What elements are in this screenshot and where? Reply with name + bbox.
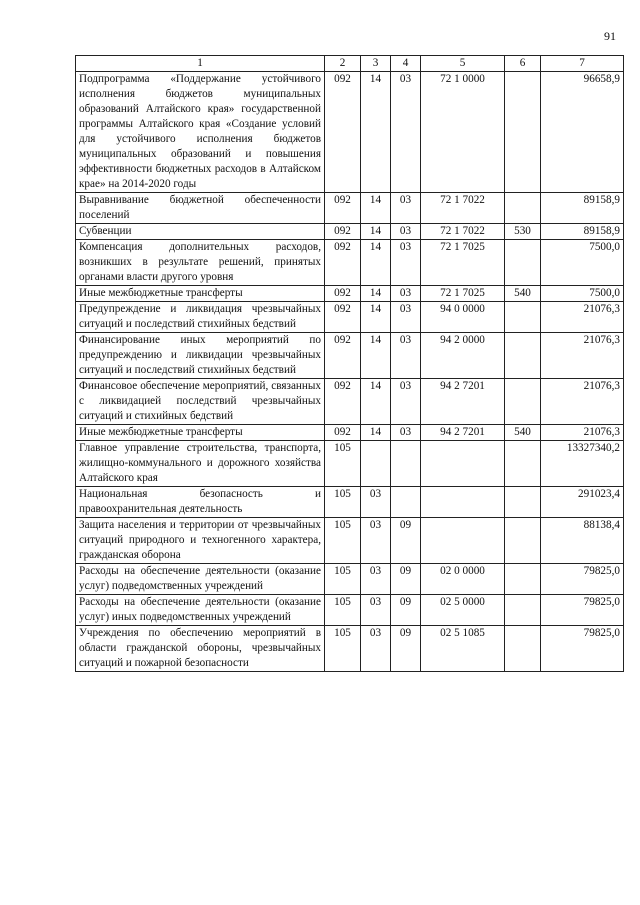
page-number: 91 [604,29,616,43]
row-subsection-cell: 09 [391,564,421,595]
row-target-article-cell: 94 0 0000 [421,302,505,333]
row-code-cell: 092 [325,72,361,193]
row-target-article-cell: 02 5 0000 [421,595,505,626]
row-section-cell: 14 [361,333,391,379]
row-subsection-cell: 03 [391,193,421,224]
row-amount-cell: 13327340,2 [541,441,624,487]
row-subsection-cell: 03 [391,224,421,240]
row-expense-type-cell [505,72,541,193]
row-code-cell: 092 [325,224,361,240]
row-section-cell: 14 [361,193,391,224]
row-expense-type-cell [505,302,541,333]
table-row [76,240,624,286]
row-section-cell: 03 [361,626,391,672]
row-amount-cell: 89158,9 [541,224,624,240]
row-subsection-cell: 09 [391,518,421,564]
row-expense-type-cell [505,379,541,425]
column-header: 7 [541,56,624,72]
row-expense-type-cell: 540 [505,425,541,441]
column-header: 1 [76,56,325,72]
table-row [76,595,624,626]
row-target-article-cell: 02 0 0000 [421,564,505,595]
row-section-cell: 14 [361,72,391,193]
table-row [76,564,624,595]
row-expense-type-cell [505,240,541,286]
row-subsection-cell: 03 [391,72,421,193]
row-amount-cell: 89158,9 [541,193,624,224]
row-expense-type-cell [505,441,541,487]
row-target-article-cell: 02 5 1085 [421,626,505,672]
table-row [76,425,624,441]
row-amount-cell: 21076,3 [541,333,624,379]
row-expense-type-cell: 540 [505,286,541,302]
row-section-cell: 03 [361,564,391,595]
row-subsection-cell: 09 [391,595,421,626]
row-subsection-cell: 03 [391,333,421,379]
table-row [76,193,624,224]
row-name-cell: Финансовое обеспечение мероприятий, связанных с ликвидацией последствий чрезвычайных ситуаций и стихийных бедствий [76,379,325,425]
row-name-cell: Расходы на обеспечение деятельности (оказание услуг) подведомственных учреждений [76,564,325,595]
row-section-cell: 03 [361,487,391,518]
row-amount-cell: 21076,3 [541,302,624,333]
table-row [76,286,624,302]
row-subsection-cell: 03 [391,286,421,302]
row-code-cell: 092 [325,286,361,302]
row-name-cell: Выравнивание бюджетной обеспеченности поселений [76,193,325,224]
table-row [76,72,624,193]
row-code-cell: 105 [325,595,361,626]
row-amount-cell: 79825,0 [541,626,624,672]
row-name-cell: Учреждения по обеспечению мероприятий в области гражданской обороны, чрезвычайных ситуаций и пожарной безопасности [76,626,325,672]
row-target-article-cell: 94 2 7201 [421,425,505,441]
column-header: 2 [325,56,361,72]
row-subsection-cell: 09 [391,626,421,672]
row-name-cell: Компенсация дополнительных расходов, возникших в результате решений, принятых органами власти другого уровня [76,240,325,286]
row-subsection-cell [391,441,421,487]
row-section-cell: 03 [361,595,391,626]
row-section-cell: 03 [361,518,391,564]
row-section-cell: 14 [361,425,391,441]
row-expense-type-cell [505,333,541,379]
row-subsection-cell: 03 [391,379,421,425]
row-code-cell: 092 [325,379,361,425]
table-row [76,518,624,564]
row-target-article-cell: 72 1 7022 [421,193,505,224]
row-section-cell: 14 [361,379,391,425]
row-amount-cell: 7500,0 [541,240,624,286]
row-name-cell: Иные межбюджетные трансферты [76,425,325,441]
row-amount-cell: 21076,3 [541,379,624,425]
table-row [76,302,624,333]
row-code-cell: 092 [325,302,361,333]
row-code-cell: 105 [325,441,361,487]
row-amount-cell: 79825,0 [541,564,624,595]
column-header: 4 [391,56,421,72]
row-expense-type-cell [505,518,541,564]
row-amount-cell: 96658,9 [541,72,624,193]
row-code-cell: 092 [325,193,361,224]
row-code-cell: 105 [325,487,361,518]
row-target-article-cell: 72 1 7025 [421,240,505,286]
row-target-article-cell: 94 2 0000 [421,333,505,379]
row-section-cell: 14 [361,224,391,240]
table-header-row [76,56,624,72]
row-section-cell [361,441,391,487]
row-target-article-cell [421,518,505,564]
row-section-cell: 14 [361,302,391,333]
row-target-article-cell: 94 2 7201 [421,379,505,425]
row-code-cell: 105 [325,518,361,564]
row-amount-cell: 291023,4 [541,487,624,518]
row-expense-type-cell: 530 [505,224,541,240]
row-name-cell: Субвенции [76,224,325,240]
row-code-cell: 092 [325,333,361,379]
row-name-cell: Подпрограмма «Поддержание устойчивого исполнения бюджетов муниципальных образований Алтайского края» государственной программы Алтайского края «Создание условий для устойчивого исполнения бюджетов муниципальных образований и повышения эффективности бюджетных расходов в Алтайском крае» на 2014-2020 годы [76,72,325,193]
row-name-cell: Расходы на обеспечение деятельности (оказание услуг) иных подведомственных учреждений [76,595,325,626]
row-name-cell: Финансирование иных мероприятий по предупреждению и ликвидации чрезвычайных ситуаций и последствий стихийных бедствий [76,333,325,379]
row-code-cell: 092 [325,240,361,286]
row-expense-type-cell [505,487,541,518]
row-code-cell: 105 [325,626,361,672]
row-section-cell: 14 [361,240,391,286]
row-target-article-cell [421,487,505,518]
column-header: 6 [505,56,541,72]
column-header: 3 [361,56,391,72]
row-target-article-cell: 72 1 7022 [421,224,505,240]
row-amount-cell: 88138,4 [541,518,624,564]
row-code-cell: 105 [325,564,361,595]
row-name-cell: Главное управление строительства, транспорта, жилищно-коммунального и дорожного хозяйства Алтайского края [76,441,325,487]
column-header: 5 [421,56,505,72]
row-subsection-cell [391,487,421,518]
row-name-cell: Защита населения и территории от чрезвычайных ситуаций природного и техногенного характера, гражданская оборона [76,518,325,564]
row-amount-cell: 79825,0 [541,595,624,626]
row-subsection-cell: 03 [391,425,421,441]
table-row [76,487,624,518]
row-amount-cell: 7500,0 [541,286,624,302]
table-body [76,72,624,672]
table-row [76,224,624,240]
table-row [76,333,624,379]
row-code-cell: 092 [325,425,361,441]
table-row [76,626,624,672]
row-subsection-cell: 03 [391,240,421,286]
budget-table [75,55,624,672]
row-section-cell: 14 [361,286,391,302]
table-row [76,441,624,487]
row-target-article-cell: 72 1 7025 [421,286,505,302]
row-expense-type-cell [505,564,541,595]
row-name-cell: Предупреждение и ликвидация чрезвычайных ситуаций и последствий стихийных бедствий [76,302,325,333]
row-expense-type-cell [505,193,541,224]
row-target-article-cell: 72 1 0000 [421,72,505,193]
row-amount-cell: 21076,3 [541,425,624,441]
row-target-article-cell [421,441,505,487]
row-subsection-cell: 03 [391,302,421,333]
row-expense-type-cell [505,626,541,672]
table-row [76,379,624,425]
row-name-cell: Национальная безопасность и правоохранительная деятельность [76,487,325,518]
row-name-cell: Иные межбюджетные трансферты [76,286,325,302]
row-expense-type-cell [505,595,541,626]
